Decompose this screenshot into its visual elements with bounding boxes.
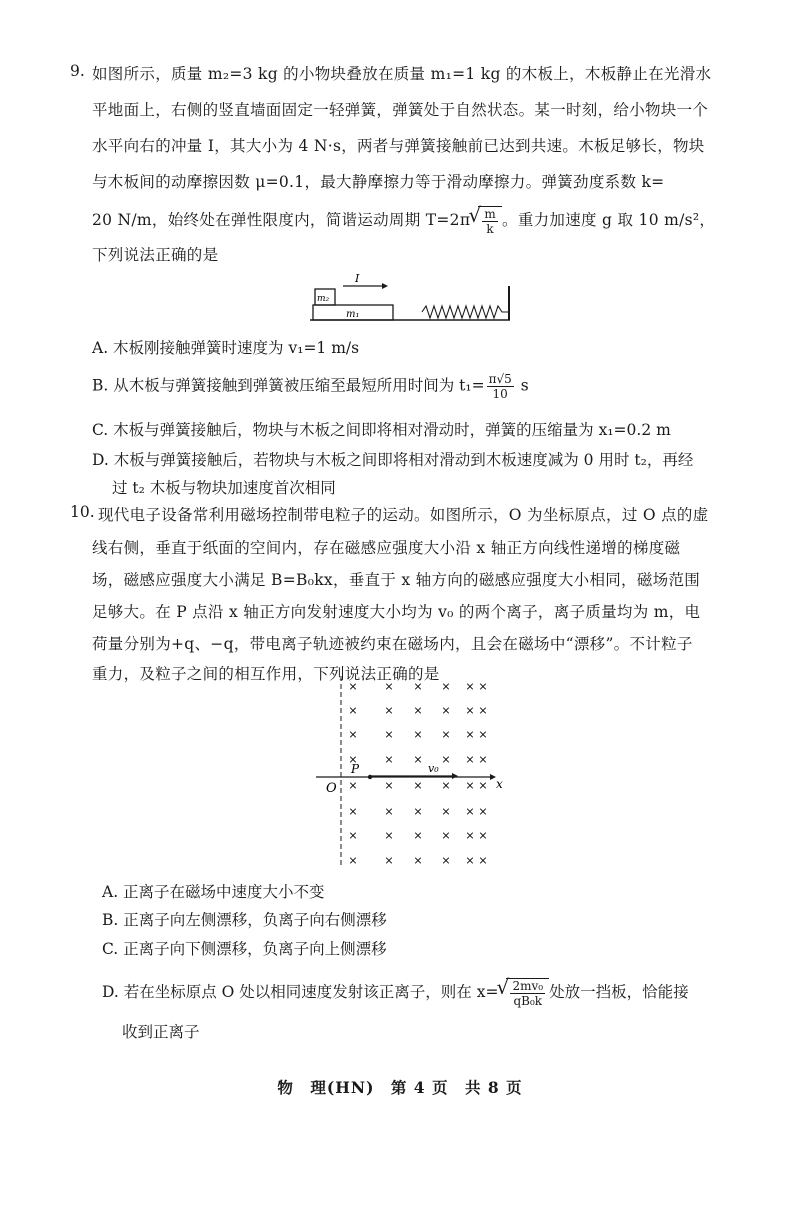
- question-text-line: 水平向右的冲量 I，其大小为 4 N·s，两者与弹簧接触前已达到共速。木板足够长，物块: [92, 137, 705, 155]
- fraction-denominator: 10: [492, 387, 508, 401]
- page-footer: 物 理(HN) 第 4 页 共 8 页: [277, 1078, 523, 1097]
- field-cross: ×: [348, 829, 358, 842]
- field-cross: ×: [441, 854, 451, 867]
- option-d: D. 木板与弹簧接触后，若物块与木板之间即将相对滑动到木板速度减为 0 用时 t₂，再经: [92, 451, 694, 469]
- field-cross: ×: [413, 779, 423, 792]
- question-number: 10.: [70, 503, 95, 521]
- field-cross: ×: [413, 805, 423, 818]
- question-text-line: 荷量分别为+q、−q，带电离子轨迹被约束在磁场内，且会在磁场中“漂移”。不计粒子: [92, 635, 693, 653]
- field-cross: ×: [348, 805, 358, 818]
- field-cross: ×: [465, 779, 475, 792]
- field-cross: ×: [413, 829, 423, 842]
- field-cross: ×: [348, 704, 358, 717]
- field-cross: ×: [465, 829, 475, 842]
- fraction-numerator: √ 2mv₀: [512, 979, 544, 993]
- question-text-line: 平地面上，右侧的竖直墙面固定一轻弹簧，弹簧处于自然状态。某一时刻，给小物块一个: [92, 101, 709, 119]
- field-cross: ×: [413, 680, 423, 693]
- block-label: m₂: [317, 294, 330, 304]
- sqrt-expression: [506, 978, 549, 1008]
- field-cross: ×: [465, 728, 475, 741]
- option-d-continued: 收到正离子: [122, 1023, 200, 1041]
- field-cross: ×: [465, 680, 475, 693]
- field-cross: ×: [384, 728, 394, 741]
- field-cross: ×: [384, 704, 394, 717]
- option-a: A. 正离子在磁场中速度大小不变: [102, 883, 325, 901]
- question-text-line: 线右侧，垂直于纸面的空间内，存在磁感应强度大小沿 x 轴正方向线性递增的梯度磁: [92, 539, 681, 557]
- fraction: [487, 372, 514, 401]
- option-text: B. 从木板与弹簧接触到弹簧被压缩至最短所用时间为 t₁=: [92, 376, 485, 395]
- field-cross: ×: [348, 680, 358, 693]
- field-cross: ×: [413, 753, 423, 766]
- field-cross: ×: [465, 753, 475, 766]
- option-c: C. 正离子向下侧漂移，负离子向上侧漂移: [102, 940, 387, 958]
- field-cross: ×: [348, 779, 358, 792]
- velocity-arrowhead: [452, 773, 458, 779]
- field-cross: ×: [384, 805, 394, 818]
- fraction: [510, 979, 545, 1008]
- fraction-denominator: k: [486, 222, 494, 236]
- board-label: m₁: [346, 309, 360, 320]
- question-number: 9.: [70, 62, 85, 80]
- field-cross: ×: [465, 805, 475, 818]
- x-axis-label: x: [496, 777, 503, 791]
- field-cross: ×: [348, 728, 358, 741]
- question-text-line: 足够大。在 P 点沿 x 轴正方向发射速度大小均为 v₀ 的两个离子，离子质量均为 m，电: [92, 603, 701, 621]
- impulse-label: I: [355, 272, 360, 285]
- field-cross: ×: [384, 680, 394, 693]
- option-b: B. 正离子向左侧漂移，负离子向右侧漂移: [102, 911, 387, 929]
- question-text-line: 场，磁感应强度大小满足 B=B₀kx，垂直于 x 轴方向的磁感应强度大小相同，磁场范围: [92, 571, 701, 589]
- field-cross: ×: [478, 829, 488, 842]
- impulse-arrowhead: [382, 283, 388, 289]
- unit-text: s: [520, 376, 529, 395]
- question-text-line: 与木板间的动摩擦因数 μ=0.1，最大静摩擦力等于滑动摩擦力。弹簧劲度系数 k=: [92, 173, 665, 191]
- fraction-denominator: qB₀k: [513, 994, 543, 1008]
- fraction: [482, 207, 498, 236]
- field-cross: ×: [441, 829, 451, 842]
- option-b: [92, 372, 529, 401]
- option-d: [102, 978, 689, 1008]
- question-text-line: 现代电子设备常利用磁场控制带电粒子的运动。如图所示，O 为坐标原点，过 O 点的虚: [98, 506, 709, 524]
- option-a: A. 木板刚接触弹簧时速度为 v₁=1 m/s: [92, 339, 360, 357]
- field-cross: ×: [478, 779, 488, 792]
- field-cross: ×: [465, 854, 475, 867]
- field-cross: ×: [478, 805, 488, 818]
- origin-label: O: [326, 781, 337, 796]
- field-cross: ×: [441, 753, 451, 766]
- question-text-line: 如图所示，质量 m₂=3 kg 的小物块叠放在质量 m₁=1 kg 的木板上，木板静止在光滑水: [92, 65, 712, 83]
- text-segment: 。重力加速度 g 取 10 m/s²，: [502, 211, 716, 229]
- question-text-line: 下列说法正确的是: [92, 246, 219, 264]
- option-c: C. 木板与弹簧接触后，物块与木板之间即将相对滑动时，弹簧的压缩量为 x₁=0.2 m: [92, 421, 671, 439]
- field-cross: ×: [441, 728, 451, 741]
- field-cross: ×: [384, 829, 394, 842]
- field-cross: ×: [384, 753, 394, 766]
- field-cross: ×: [478, 728, 488, 741]
- field-cross: ×: [441, 680, 451, 693]
- field-cross: ×: [465, 704, 475, 717]
- field-cross: ×: [413, 728, 423, 741]
- field-cross: ×: [413, 854, 423, 867]
- fraction-numerator: √ m: [484, 207, 497, 221]
- field-cross: ×: [478, 753, 488, 766]
- question-text-line: 重力，及粒子之间的相互作用，下列说法正确的是: [92, 665, 440, 683]
- field-cross: ×: [478, 854, 488, 867]
- field-cross: ×: [384, 779, 394, 792]
- board-spring-figure: [310, 272, 520, 326]
- field-cross: ×: [441, 805, 451, 818]
- magnetic-field-figure: [312, 672, 512, 872]
- field-cross: ×: [348, 753, 358, 766]
- field-cross: ×: [478, 680, 488, 693]
- field-cross: ×: [384, 854, 394, 867]
- field-cross: ×: [478, 704, 488, 717]
- point-p-label: P: [351, 762, 360, 776]
- field-cross: ×: [413, 704, 423, 717]
- field-crosses: [348, 680, 487, 867]
- field-cross: ×: [441, 704, 451, 717]
- field-cross: ×: [441, 779, 451, 792]
- question-text-line: [92, 206, 715, 236]
- option-text: D. 若在坐标原点 O 处以相同速度发射该正离子，则在 x=: [102, 983, 499, 1001]
- sqrt-expression: [478, 206, 502, 236]
- fraction-numerator: π√5: [488, 372, 512, 386]
- option-text: 处放一挡板，恰能接: [549, 983, 689, 1001]
- velocity-label: v₀: [428, 762, 439, 775]
- spring: [422, 306, 508, 318]
- text-segment: 20 N/m，始终处在弹性限度内，简谐运动周期 T=2π: [92, 211, 471, 229]
- field-cross: ×: [348, 854, 358, 867]
- option-d-continued: 过 t₂ 木板与物块加速度首次相同: [112, 479, 336, 497]
